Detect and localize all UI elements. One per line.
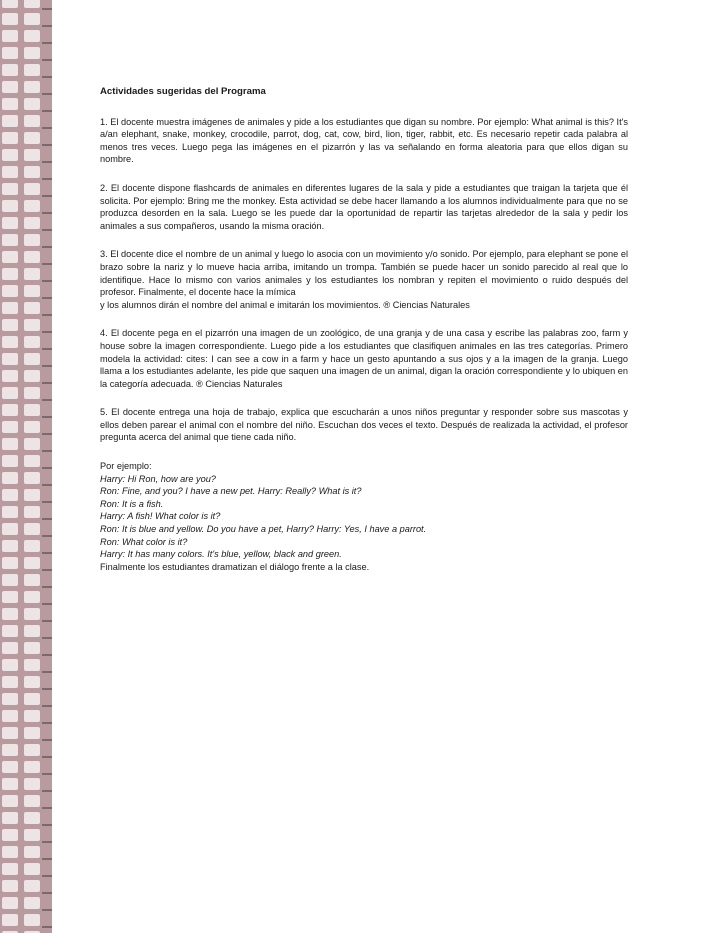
perforation-hole — [2, 438, 18, 450]
perforation-hole — [2, 47, 18, 59]
paragraph-line: 3. El docente dice el nombre de un animal y luego lo asocia con un movimiento y/o sonido. Por ejemplo, para elephant se pone el brazo sobre la nariz y lo mueve hacia arriba, imitando un trompa. También se puede hacer un sonido parecido al real que lo identifique. Hace lo mismo con varios animales y los estudiantes los nombran y repiten el movimiento o ruido después del profesor. Finalmente, el docente hace la mímica — [100, 249, 628, 298]
perforation-hole — [24, 659, 40, 671]
paragraph-line: 4. El docente pega en el pizarrón una imagen de un zoológico, de una granja y de una casa y escribe las palabras zoo, farm y house sobre la imagen correspondiente. Luego pide a los estudiantes que clasifiquen animales en las tres categorías. Primero modela la actividad: cites: I can see a cow in a farm y hace un gesto apuntando a sus ojos y a la imagen de la granja. Luego llama a los estudiantes adelante, les pide que saquen una imagen de un animal, digan la oración correspondiente y lo ubiquen en la categoría adecuada. ® Ciencias Naturales — [100, 328, 628, 389]
binding-tick — [42, 416, 52, 418]
perforation-hole — [24, 132, 40, 144]
binding-tick — [42, 8, 52, 10]
binding-tick — [42, 824, 52, 826]
binding-tick — [42, 637, 52, 639]
binding-tick — [42, 688, 52, 690]
perforation-hole — [2, 914, 18, 926]
perforation-hole — [2, 489, 18, 501]
perforation-hole — [2, 540, 18, 552]
document-page — [100, 86, 628, 573]
perforation-hole — [2, 370, 18, 382]
perforation-hole — [24, 846, 40, 858]
paragraph-line: 5. El docente entrega una hoja de trabajo, explica que escucharán a unos niños preguntar y responder sobre sus mascotas y ellos deben parear el animal con el nombre del niño. Escuchan dos veces el texto. Después de realizada la actividad, el profesor pregunta acerca del animal que tiene cada niño. — [100, 407, 628, 443]
perforation-hole — [2, 642, 18, 654]
binding-tick — [42, 790, 52, 792]
perforation-hole — [2, 302, 18, 314]
binding-tick — [42, 382, 52, 384]
perforation-hole — [2, 217, 18, 229]
perforation-hole — [24, 778, 40, 790]
perforation-hole — [24, 438, 40, 450]
binding-tick — [42, 671, 52, 673]
binding-tick — [42, 178, 52, 180]
binding-tick — [42, 314, 52, 316]
perforation-hole — [24, 574, 40, 586]
binding-tick — [42, 297, 52, 299]
perforation-hole — [2, 472, 18, 484]
paragraph-line: 2. El docente dispone flashcards de animales en diferentes lugares de la sala y pide a estudiantes que traigan la tarjeta que él solicita. Por ejemplo: Bring me the monkey. Esta actividad se debe hacer llamando a los alumnos individualmente para que no se produzca desorden en la sala. Luego se les puede dar la oportunidad de repartir las tarjetas alrededor de la sala y pedir los animales a sus compañeros, usando la misma oración. — [100, 182, 628, 231]
binding-tick — [42, 654, 52, 656]
binding-tick — [42, 144, 52, 146]
perforation-hole — [24, 404, 40, 416]
binding-tick — [42, 586, 52, 588]
perforation-hole — [24, 727, 40, 739]
perforation-hole — [2, 268, 18, 280]
binding-tick — [42, 433, 52, 435]
perforation-hole — [2, 98, 18, 110]
perforation-hole — [24, 30, 40, 42]
binding-tick — [42, 331, 52, 333]
binding-tick — [42, 195, 52, 197]
perforation-hole — [2, 0, 18, 8]
binding-tick — [42, 365, 52, 367]
perforation-hole — [2, 115, 18, 127]
binding-tick — [42, 739, 52, 741]
perforation-hole — [2, 132, 18, 144]
perforation-hole — [2, 744, 18, 756]
dialogue-line: Finalmente los estudiantes dramatizan el diálogo frente a la clase. — [100, 561, 370, 572]
perforation-hole — [24, 319, 40, 331]
film-perforations-right — [22, 0, 42, 933]
perforation-hole — [24, 914, 40, 926]
perforation-hole — [2, 455, 18, 467]
perforation-hole — [2, 421, 18, 433]
dialogue-line: Ron: It is a fish. — [100, 498, 164, 509]
perforation-hole — [24, 761, 40, 773]
perforation-hole — [24, 47, 40, 59]
perforation-hole — [2, 285, 18, 297]
binding-tick — [42, 127, 52, 129]
perforation-hole — [2, 234, 18, 246]
perforation-hole — [2, 523, 18, 535]
perforation-hole — [2, 761, 18, 773]
dialogue-line: Ron: It is blue and yellow. Do you have a pet, Harry? Harry: Yes, I have a parrot. — [100, 524, 427, 535]
perforation-hole — [2, 659, 18, 671]
binding-tick — [42, 246, 52, 248]
binding-tick — [42, 909, 52, 911]
perforation-hole — [2, 727, 18, 739]
perforation-hole — [24, 812, 40, 824]
perforation-hole — [2, 693, 18, 705]
perforation-hole — [24, 591, 40, 603]
perforation-hole — [24, 268, 40, 280]
perforation-hole — [2, 829, 18, 841]
perforation-hole — [24, 0, 40, 8]
perforation-hole — [24, 421, 40, 433]
dialogue-line: Ron: What color is it? — [100, 536, 188, 547]
activity-paragraph-1 — [100, 116, 628, 166]
perforation-hole — [24, 200, 40, 212]
dialogue-line: Harry: It has many colors. It's blue, yellow, black and green. — [100, 549, 342, 560]
perforation-hole — [24, 489, 40, 501]
binding-tick — [42, 161, 52, 163]
binding-tick — [42, 603, 52, 605]
perforation-hole — [24, 897, 40, 909]
binding-tick — [42, 42, 52, 44]
perforation-hole — [2, 863, 18, 875]
perforation-hole — [2, 353, 18, 365]
binding-tick — [42, 875, 52, 877]
film-perforations-left — [0, 0, 20, 933]
perforation-hole — [2, 251, 18, 263]
binding-tick — [42, 722, 52, 724]
perforation-hole — [24, 13, 40, 25]
perforation-hole — [2, 506, 18, 518]
perforation-hole — [2, 846, 18, 858]
perforation-hole — [24, 795, 40, 807]
binding-tick — [42, 926, 52, 928]
binding-tick — [42, 858, 52, 860]
perforation-hole — [24, 744, 40, 756]
perforation-hole — [24, 149, 40, 161]
perforation-hole — [24, 642, 40, 654]
binding-tick — [42, 110, 52, 112]
perforation-hole — [24, 98, 40, 110]
perforation-hole — [24, 506, 40, 518]
binding-tick — [42, 229, 52, 231]
perforation-hole — [2, 404, 18, 416]
perforation-hole — [2, 880, 18, 892]
binding-tick — [42, 807, 52, 809]
binding-tick — [42, 756, 52, 758]
perforation-hole — [24, 336, 40, 348]
perforation-hole — [24, 285, 40, 297]
binding-tick — [42, 620, 52, 622]
perforation-hole — [24, 710, 40, 722]
binding-tick — [42, 552, 52, 554]
perforation-hole — [2, 710, 18, 722]
binding-tick — [42, 484, 52, 486]
perforation-hole — [2, 336, 18, 348]
binding-tick — [42, 773, 52, 775]
binding-tick — [42, 450, 52, 452]
perforation-hole — [2, 183, 18, 195]
dialogue-line: Harry: A fish! What color is it? — [100, 511, 221, 522]
binding-tick — [42, 212, 52, 214]
binding-tick — [42, 467, 52, 469]
perforation-hole — [24, 251, 40, 263]
perforation-hole — [2, 574, 18, 586]
perforation-hole — [24, 115, 40, 127]
binding-tick — [42, 518, 52, 520]
binding-tick — [42, 399, 52, 401]
perforation-hole — [24, 302, 40, 314]
perforation-hole — [24, 863, 40, 875]
perforation-hole — [24, 676, 40, 688]
binding-tick — [42, 348, 52, 350]
perforation-hole — [2, 778, 18, 790]
activity-paragraph-4 — [100, 327, 628, 390]
perforation-hole — [24, 880, 40, 892]
document-heading: Actividades sugeridas del Programa — [100, 86, 266, 97]
perforation-hole — [2, 319, 18, 331]
perforation-hole — [24, 557, 40, 569]
binding-tick — [42, 76, 52, 78]
perforation-hole — [2, 387, 18, 399]
perforation-hole — [24, 64, 40, 76]
binding-tick — [42, 892, 52, 894]
perforation-hole — [2, 64, 18, 76]
activity-paragraph-3 — [100, 248, 628, 311]
perforation-hole — [24, 183, 40, 195]
binding-tick — [42, 59, 52, 61]
perforation-hole — [24, 523, 40, 535]
dialogue-line: Por ejemplo: — [100, 461, 152, 472]
perforation-hole — [2, 13, 18, 25]
binding-tick — [42, 841, 52, 843]
perforation-hole — [24, 608, 40, 620]
perforation-hole — [24, 455, 40, 467]
perforation-hole — [24, 353, 40, 365]
perforation-hole — [2, 166, 18, 178]
perforation-hole — [24, 81, 40, 93]
perforation-hole — [2, 30, 18, 42]
binding-tick — [42, 705, 52, 707]
perforation-hole — [2, 200, 18, 212]
perforation-hole — [2, 149, 18, 161]
example-dialogue — [100, 460, 628, 573]
binding-tick — [42, 569, 52, 571]
activity-paragraph-5 — [100, 406, 628, 444]
perforation-hole — [2, 795, 18, 807]
perforation-hole — [2, 897, 18, 909]
perforation-hole — [2, 557, 18, 569]
binding-ticks — [42, 0, 54, 933]
binding-tick — [42, 263, 52, 265]
perforation-hole — [24, 625, 40, 637]
perforation-hole — [2, 676, 18, 688]
paragraph-line: 1. El docente muestra imágenes de animales y pide a los estudiantes que digan su nombre. Por ejemplo: What animal is this? It's a/an elephant, snake, monkey, crocodile, parrot, dog, cat, cow, bird, lion, tiger, rabbit, etc. Es necesario repetir cada palabra al menos tres veces. Luego pega las imágenes en el pizarrón y las va señalando en forma aleatoria para que ellos digan su nombre. — [100, 116, 628, 165]
perforation-hole — [24, 370, 40, 382]
binding-tick — [42, 93, 52, 95]
activity-paragraph-2 — [100, 182, 628, 232]
dialogue-line: Ron: Fine, and you? I have a new pet. Harry: Really? What is it? — [100, 486, 362, 497]
perforation-hole — [2, 625, 18, 637]
perforation-hole — [24, 540, 40, 552]
binding-tick — [42, 501, 52, 503]
dialogue-line: Harry: Hi Ron, how are you? — [100, 473, 216, 484]
perforation-hole — [24, 472, 40, 484]
perforation-hole — [2, 812, 18, 824]
perforation-hole — [2, 591, 18, 603]
binding-tick — [42, 280, 52, 282]
binding-tick — [42, 535, 52, 537]
binding-tick — [42, 25, 52, 27]
perforation-hole — [24, 693, 40, 705]
perforation-hole — [2, 608, 18, 620]
perforation-hole — [2, 81, 18, 93]
perforation-hole — [24, 217, 40, 229]
perforation-hole — [24, 829, 40, 841]
paragraph-line: y los alumnos dirán el nombre del animal e imitarán los movimientos. ® Ciencias Naturales — [100, 299, 470, 310]
perforation-hole — [24, 234, 40, 246]
perforation-hole — [24, 387, 40, 399]
perforation-hole — [24, 166, 40, 178]
